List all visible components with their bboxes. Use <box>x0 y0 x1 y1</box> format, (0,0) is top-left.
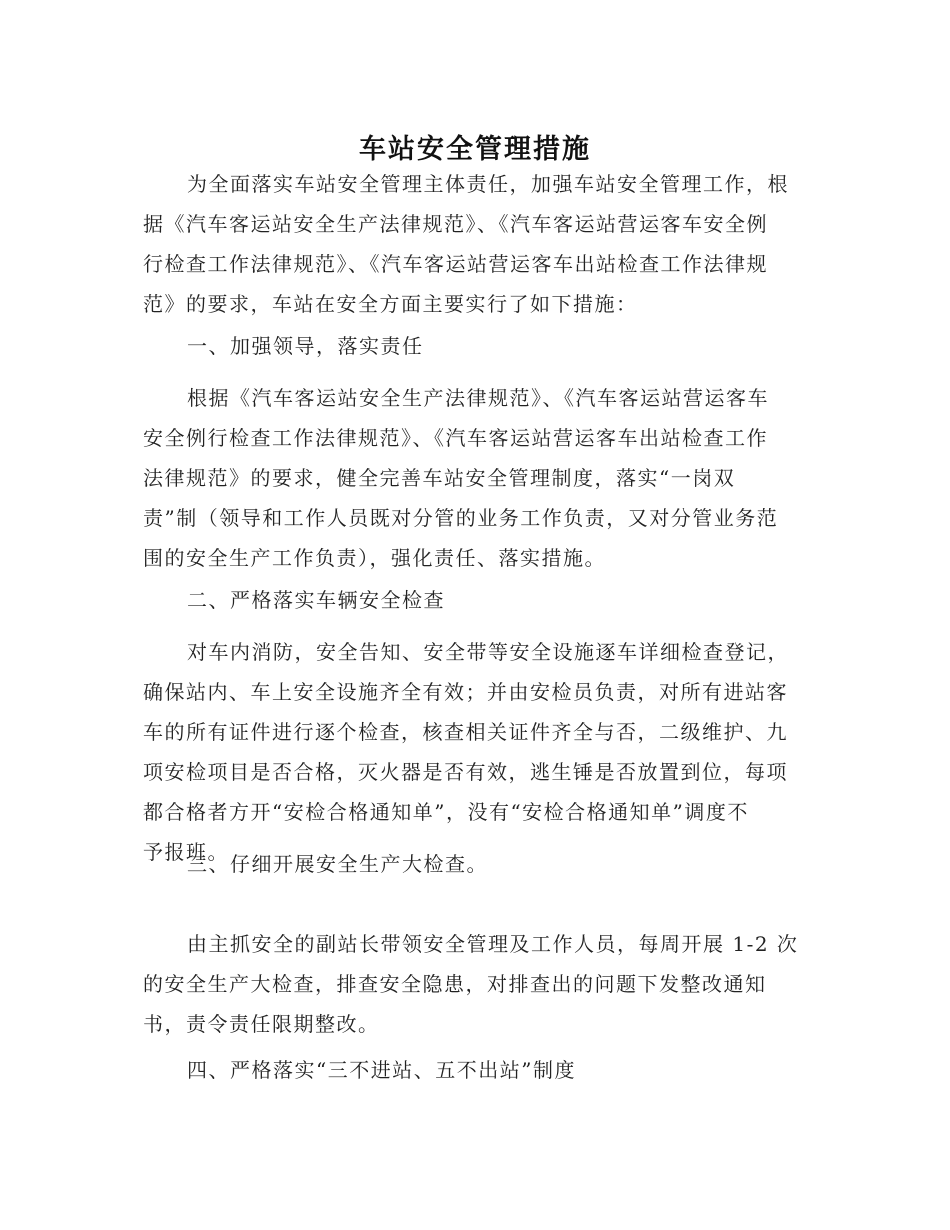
section-1-paragraph <box>143 378 793 578</box>
paragraph-line: 由主抓安全的副站长带领安全管理及工作人员，每周开展 1-2 次 <box>187 932 799 956</box>
section-heading-text: 一、加强领导，落实责任 <box>187 334 424 358</box>
paragraph-line: 车的所有证件进行逐个检查，核查相关证件齐全与否，二级维护、九 <box>143 720 788 744</box>
section-heading-text: 四、严格落实“三不进站、五不出站”制度 <box>187 1058 576 1082</box>
paragraph-line: 安全例行检查工作法律规范》、《汽车客运站营运客车出站检查工作 <box>143 426 768 450</box>
paragraph-line: 根据《汽车客运站安全生产法律规范》、《汽车客运站营运客车 <box>187 386 769 410</box>
paragraph-line: 为全面落实车站安全管理主体责任，加强车站安全管理工作，根 <box>187 172 789 196</box>
section-heading-text: 二、严格落实车辆安全检查 <box>187 588 445 612</box>
section-heading-3 <box>143 844 793 884</box>
document-title: 车站安全管理措施 <box>359 134 591 166</box>
intro-paragraph <box>143 164 793 324</box>
paragraph-line: 都合格者方开“安检合格通知单”，没有“安检合格通知单”调度不 <box>143 800 749 824</box>
paragraph-line: 责”制（领导和工作人员既对分管的业务工作负责，又对分管业务范 <box>143 506 779 530</box>
paragraph-line: 书，责令责任限期整改。 <box>143 1012 380 1036</box>
paragraph-line: 据《汽车客运站安全生产法律规范》、《汽车客运站营运客车安全例 <box>143 212 768 236</box>
section-heading-4 <box>143 1050 793 1090</box>
paragraph-line: 确保站内、车上安全设施齐全有效；并由安检员负责，对所有进站客 <box>143 680 788 704</box>
section-heading-2 <box>143 580 793 620</box>
paragraph-line: 予报班。 <box>143 840 229 864</box>
section-3-paragraph <box>143 924 799 1044</box>
paragraph-line: 对车内消防，安全告知、安全带等安全设施逐车详细检查登记， <box>187 640 789 664</box>
section-heading-1 <box>143 326 793 366</box>
paragraph-line: 的安全生产大检查，排查安全隐患，对排查出的问题下发整改通知 <box>143 972 767 996</box>
section-heading-text: 三、仔细开展安全生产大检查。 <box>187 852 488 876</box>
section-2-paragraph <box>143 632 793 872</box>
paragraph-line: 项安检项目是否合格，灭火器是否有效，逃生锤是否放置到位，每项 <box>143 760 788 784</box>
paragraph-line: 范》的要求，车站在安全方面主要实行了如下措施： <box>143 292 638 316</box>
paragraph-line: 行检查工作法律规范》、《汽车客运站营运客车出站检查工作法律规 <box>143 252 768 276</box>
paragraph-line: 法律规范》的要求，健全完善车站安全管理制度，落实“一岗双 <box>143 466 736 490</box>
paragraph-line: 围的安全生产工作负责），强化责任、落实措施。 <box>143 546 606 570</box>
